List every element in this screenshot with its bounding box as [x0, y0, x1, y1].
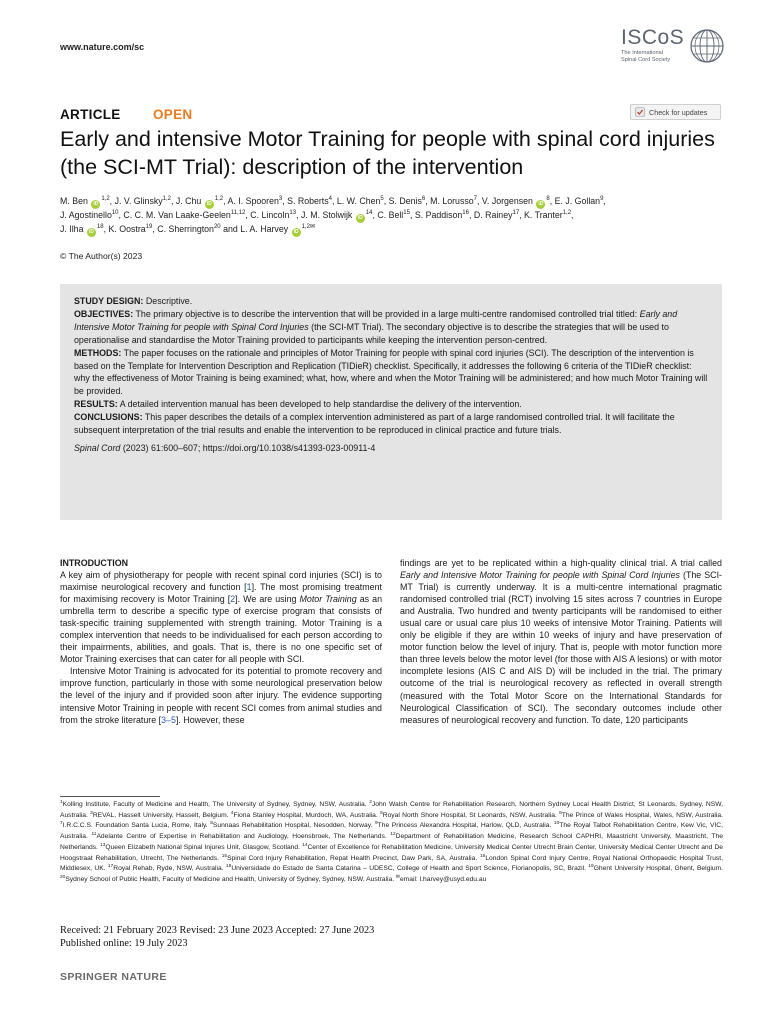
orcid-icon[interactable]: iD — [93, 201, 99, 207]
author[interactable]: J. Chu — [175, 196, 202, 206]
abstract-conclusions: CONCLUSIONS: This paper describes the details of a complex intervention administered as part of a large randomised controlled trial. It will facilitate the subsequent interpretation of the trial results and enable the intervention to be reproduced in clinical practice and future trials. — [74, 412, 675, 436]
author[interactable]: J. V. Glinsky — [114, 196, 163, 206]
body-column-right — [400, 557, 722, 726]
published-date: Published online: 19 July 2023 — [60, 937, 188, 949]
paragraph: Intensive Motor Training is advocated for its potential to promote recovery and improve function, particularly in those with some neurological preservation below the level of the injury and if provided soon after injury. The evidence supporting intensive Motor Training in people with recent SCI comes from animal studies and from the stroke literature [3–5]. However, these — [60, 666, 382, 725]
author-list: M. Ben iD$^{1,2}$, J. V. Glinsky$^{1,2}$, J. Chu iD$^{1,2}$, A. I. Spooren$^3$, S. Roberts$^4$, L. W. Chen$^5$, S. Denis$^6$, M. Lorusso$^7$, V. Jorgensen $iD^8$, E. J. Gollan$^9$, J. Agostinello$^{10}$, C. C. M. Van Laake-Geelen$^{11,12}$, C. Lincoln$^{13}$, J. M. Stolwijk $iD^{14}$, C. Bell$^{15}$, S. Paddison$^{16}$, D. Rainey$^{17}$, K. Tranter$^{1,2}$, J. Ilha $iD^{18}$, K. Oostra$^{19}$, C. Sherrington$^{20}$ and L. A. Harvey $iD^{1,2✉}$ — [60, 196, 606, 235]
open-access-badge: OPEN — [153, 107, 193, 122]
abstract-results: RESULTS: A detailed intervention manual has been developed to help standardise the delivery of the intervention. — [74, 399, 522, 410]
iscos-logo-name: ISCoS — [621, 26, 685, 49]
section-heading: INTRODUCTION — [60, 558, 129, 568]
reference-link[interactable]: 1 — [246, 582, 252, 593]
orcid-icon[interactable]: iD — [357, 215, 363, 221]
check-for-updates-button[interactable] — [630, 104, 721, 120]
reference-link[interactable]: 3–5 — [161, 714, 176, 725]
reference-link[interactable]: 2 — [230, 594, 236, 605]
copyright-notice: © The Author(s) 2023 — [60, 251, 143, 261]
affiliations: $^1$Kolling Institute, Faculty of Medicine and Health, The University of Sydney, Sydney, NSW, Australia. $^2$John Walsh Centre for Rehabilitation Research, Northern Sydney Local Health District, St Leonards, Sydney, NSW, Australia. $^3$REVAL, Hasselt University, Hasselt, Belgium. $^4$Fiona Stanley Hospital, Murdoch, WA, Australia. $^5$Royal North Shore Hospital, St Leonards, NSW, Australia. $^6$The Prince of Wales Hospital, Wales, NSW, Australia. $^7$I.R.C.C.S. Foundation Santa Lucia, Rome, Italy. $^8$Sunnaas Rehabilitation Hospital, Nesodden, Norway. $^9$The Princess Alexandra Hospital, Harlow, QLD, Australia. $^{10}$The Royal Talbot Rehabilitation Centre, Kew Vic, VIC, Australia. $^{11}$Adelante Centre of Expertise in Rehabilitation and Audiology, Hoensbroek, The Netherlands. $^{12}$Department of Rehabilitation Medicine, Research School CAPHRI, Maastricht University, Maastricht, The Netherlands. $^{13}$Queen Elizabeth National Spinal Injures Unit, Glasgow, Scotland. $^{14}$Center of Excellence for Rehabilitation Medicine, University Medical Center Utrecht Brain Center, University Medical Center Utrecht and De Hoogstraat Rehabilitation, Utrecht, The Netherlands. $^{15}$Spinal Cord Injury Rehabilitation, Repat Health Precinct, Daw Park, SA, Australia. $^{16}$London Spinal Cord Injury Centre, Royal National Orthopaedic Hospital Trust, Middlesex, UK. $^{17}$Royal Rehab, Ryde, NSW, Australia. $^{18}$Universidade do Estado de Santa Catarina – UDESC, College of Health and Sport Science, Florianopolis, SC, Brazil. $^{19}$Ghent University Hospital, Ghent, Belgium. $^{20}$Sydney School of Public Health, Faculty of Medicine and Health, University of Sydney, Sydney, NSW, Australia. ✉email: l.harvey@usyd.edu.au — [60, 799, 724, 883]
orcid-icon[interactable]: iD — [538, 201, 544, 207]
email-link[interactable]: l.harvey@usyd.edu.au — [419, 875, 487, 883]
body-column-left — [60, 557, 382, 726]
iscos-logo — [621, 26, 726, 72]
article-title: Early and intensive Motor Training for people with spinal cord injuries (the SCI-MT Trial): description of the intervention — [60, 127, 715, 179]
publisher-logo: SPRINGER NATURE — [60, 971, 167, 983]
globe-icon — [689, 28, 725, 64]
orcid-icon[interactable]: iD — [206, 201, 212, 207]
journal-url[interactable]: www.nature.com/sc — [60, 42, 145, 52]
citation-line: Spinal Cord (2023) 61:600–607; https://doi.org/10.1038/s41393-023-00911-4 — [74, 442, 376, 453]
footnote-rule — [60, 796, 160, 797]
abstract-methods: METHODS: The paper focuses on the rationale and principles of Motor Training for people with spinal cord injuries (SCI). The description of the intervention is based on the Template for Intervention Description and Replication (TIDieR) checklist. Specifically, it addresses the following 6 criteria of the TIDieR checklist: why the effectiveness of Motor Training is being examined; what, how, where and when the Motor Training will be administered; and how much Motor Training will be provided. — [74, 347, 708, 397]
paragraph: A key aim of physiotherapy for people with recent spinal cord injuries (SCI) is to maximise neurological recovery and function [1]. The most promising treatment for maximising recovery is Motor Training [2]. We are using Motor Training as an umbrella term to describe a specific type of exercise program that consists of task-specific training supplemented with strength training. Motor Training is a complex intervention that needs to be individualised for each person according to their impairments, abilities, and goals. That is, there is no one specific set of Motor Training exercises that can cater for all people with SCI. — [60, 570, 383, 665]
abstract-study-design: STUDY DESIGN: Descriptive. — [74, 296, 193, 306]
abstract-box — [60, 284, 722, 520]
article-type: ARTICLE — [60, 107, 121, 122]
abstract-objectives: OBJECTIVES: The primary objective is to describe the intervention that will be provided in a large multi-centre randomised controlled trial titled: Early and Intensive Motor Training for people with Spinal Cord Injuries (the SCI-MT Trial). The secondary objective is to describe the strategies that will be used to operationalise and standardise the Motor Training provided to participants while keeping the intervention person-centred. — [74, 308, 678, 345]
paragraph: findings are yet to be replicated within a high-quality clinical trial. A trial called Early and Intensive Motor Training for people with Spinal Cord Injuries (The SCI-MT Trial) is currently underway. It is a multi-centre international pragmatic randomised controlled trial (RCT) involving 15 sites across 7 countries in Europe and Australia. Two hundred and twenty participants will be randomised to either usual care or usual care plus 10 weeks of intensive Motor Training. Patients will only be eligible if they are within 10 weeks of injury and have preservation of motor function below the level of injury. That is, people with motor function more than three levels below the motor level (for those with AIS A lesions) or with motor incomplete lesions (AIS C and AIS D) will be included in the trial. The primary outcome of the trial is neurological recovery as reflected in overall strength (measured with the Total Motor Score on the International Standards for Neurological Classification of SCI). The secondary outcomes include other measures of neurological recovery and function. To date, 120 participants — [400, 558, 722, 725]
orcid-icon[interactable]: iD — [293, 229, 299, 235]
author[interactable]: M. Ben — [60, 196, 88, 206]
check-updates-label: Check for updates — [649, 107, 708, 117]
received-dates: Received: 21 February 2023 Revised: 23 June 2023 Accepted: 27 June 2023 — [60, 925, 375, 936]
check-updates-icon — [635, 107, 645, 117]
publication-dates — [60, 925, 374, 950]
iscos-logo-sub2: Spinal Cord Society — [621, 57, 671, 63]
orcid-icon[interactable]: iD — [88, 229, 94, 235]
iscos-logo-sub1: The International — [621, 50, 663, 56]
